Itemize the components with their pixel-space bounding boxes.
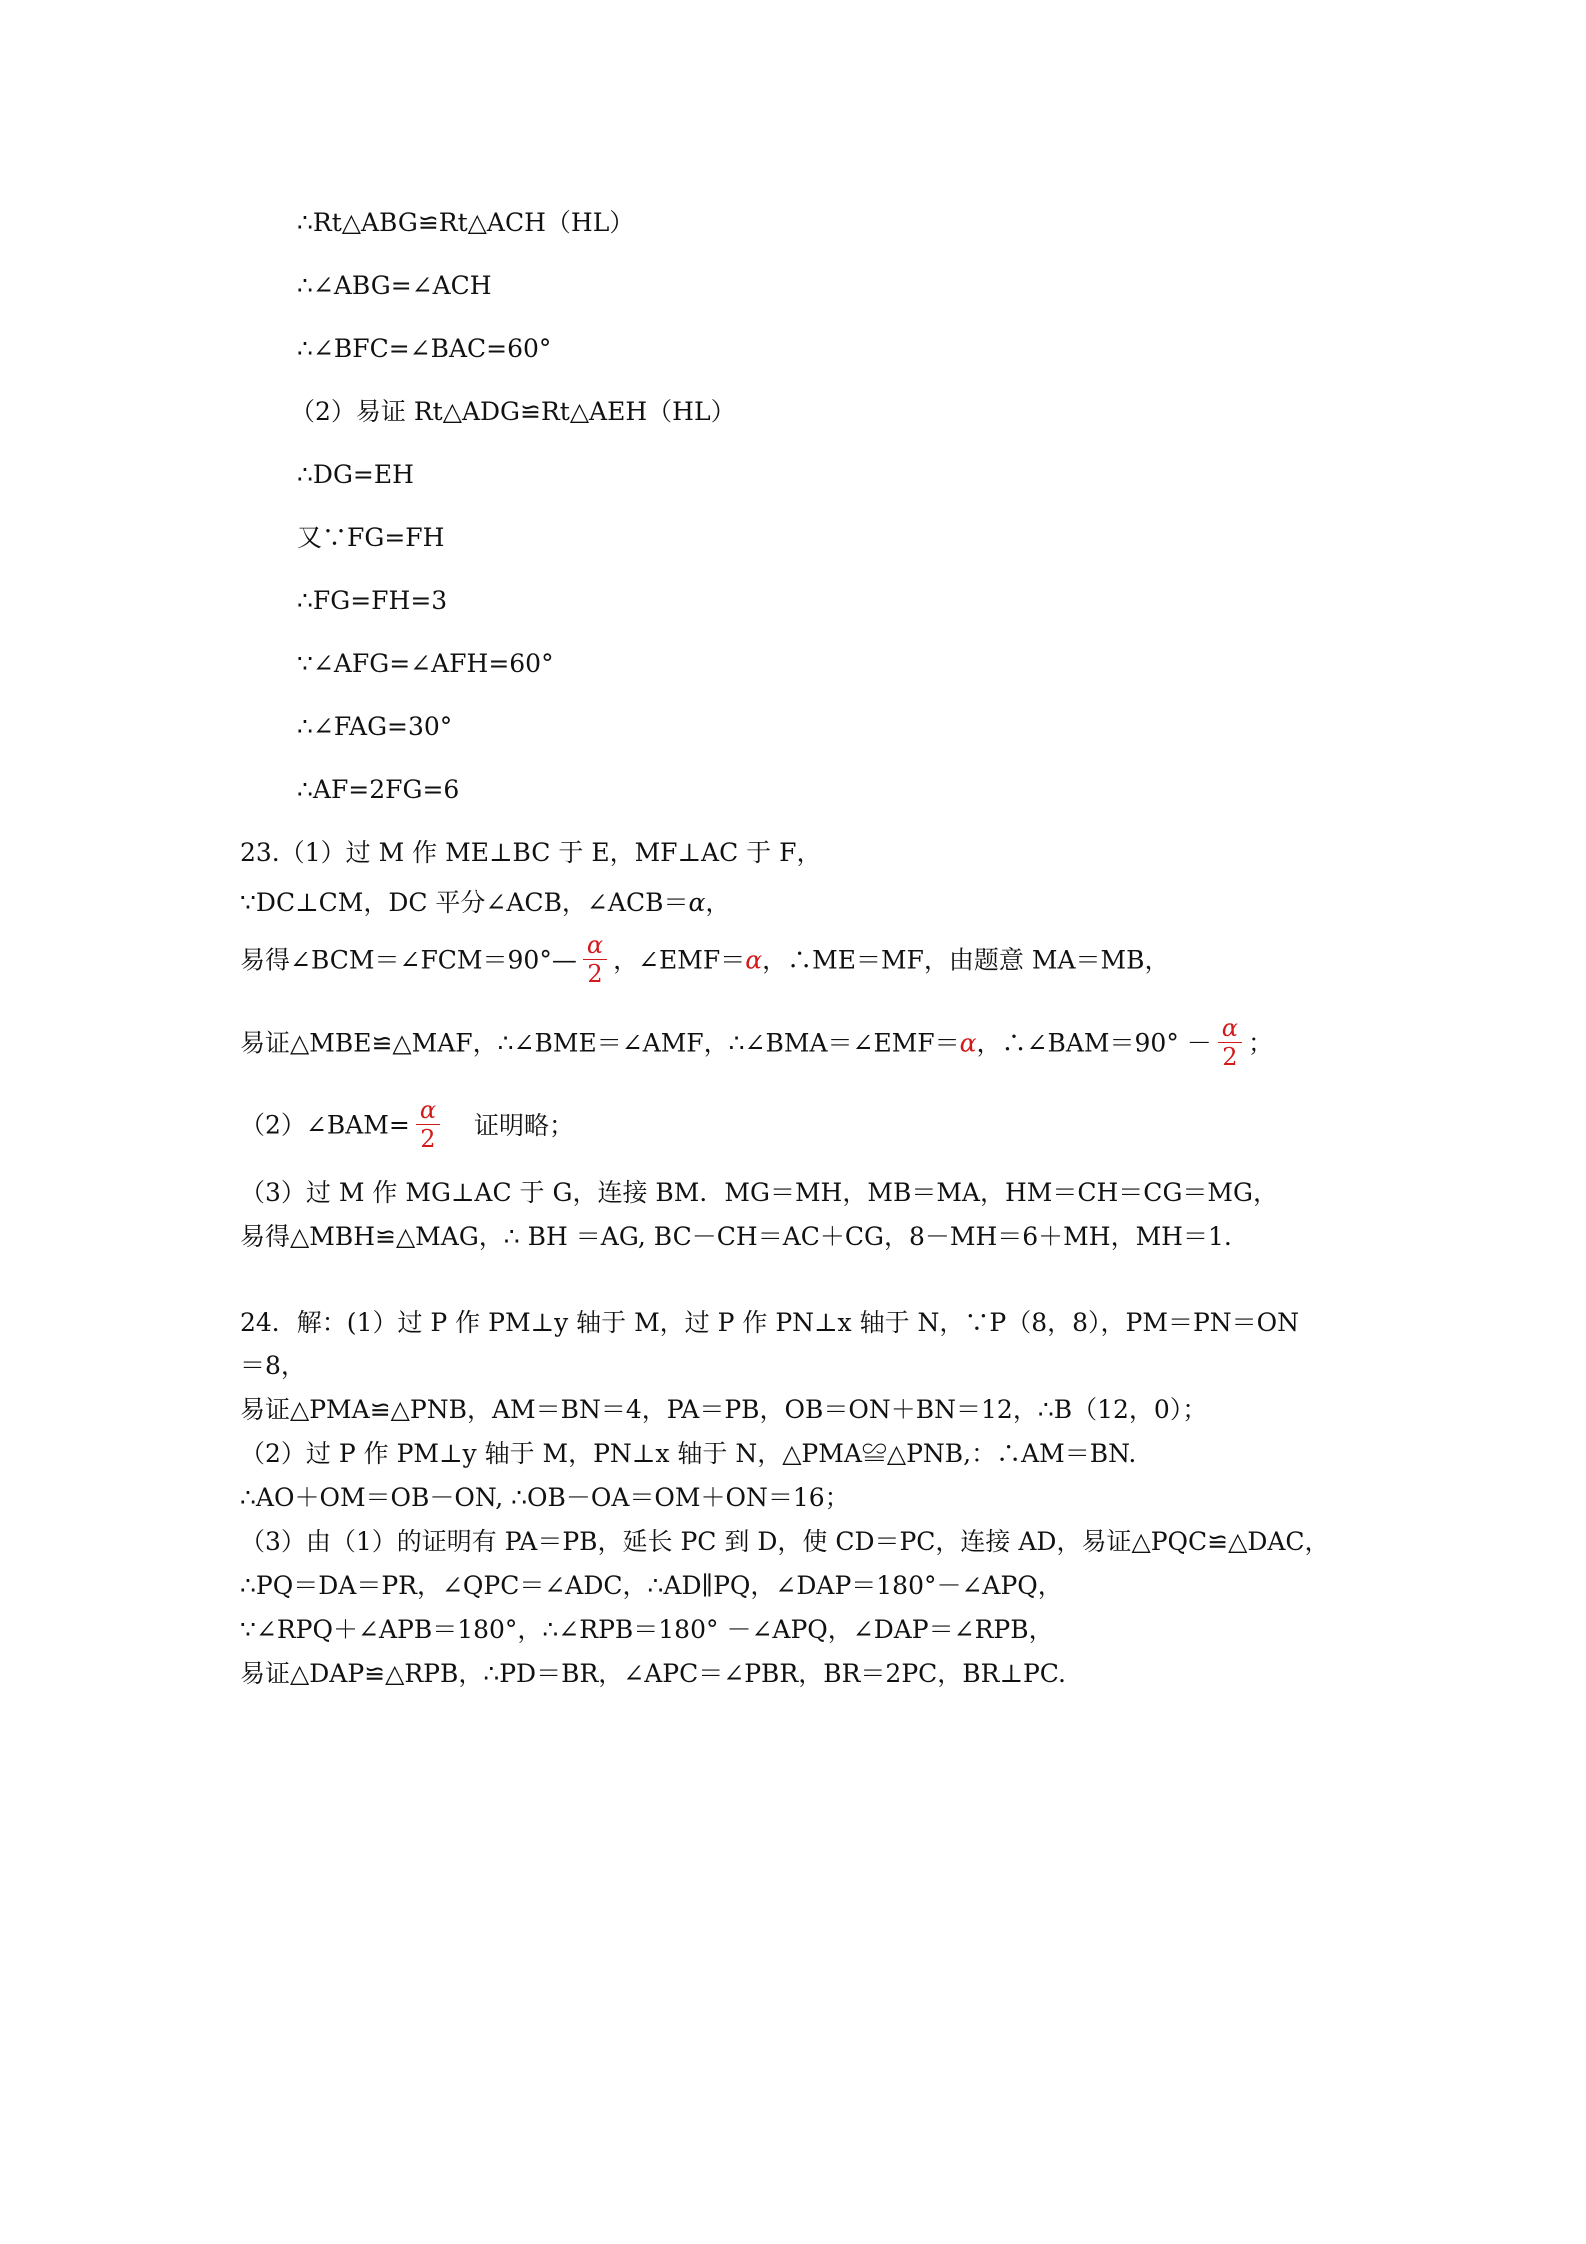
proof-line: （2）易证 Rt△ADG≌Rt△AEH（HL） bbox=[290, 397, 736, 426]
text-segment: ，∴ME＝MF，由题意 MA＝MB， bbox=[762, 945, 1170, 975]
text-segment: 易证△MBE≌△MAF，∴∠BME＝∠AMF，∴∠BMA＝∠EMF＝ bbox=[240, 1028, 960, 1058]
fraction-denominator: 2 bbox=[416, 1124, 440, 1152]
alpha-symbol: α bbox=[745, 945, 763, 975]
problem-24-line: 24．解：(1）过 P 作 PM⊥y 轴于 M，过 P 作 PN⊥x 轴于 N，∵P（8，8），PM＝PN＝ON bbox=[240, 1308, 1300, 1337]
proof-line: ∵∠AFG=∠AFH=60° bbox=[297, 649, 554, 678]
problem-23-line bbox=[240, 1096, 575, 1154]
problem-24-line: ＝8， bbox=[240, 1351, 306, 1380]
proof-line: ∴FG=FH=3 bbox=[297, 586, 448, 615]
proof-line: ∴∠BFC=∠BAC=60° bbox=[297, 334, 552, 363]
problem-23-line bbox=[240, 1014, 1274, 1072]
text-segment: ， bbox=[705, 888, 731, 917]
problem-23-line: （3）过 M 作 MG⊥AC 于 G，连接 BM．MG＝MH，MB＝MA，HM＝CH＝CG＝MG， bbox=[240, 1178, 1278, 1207]
text-segment: ，∴∠BAM＝90° － bbox=[976, 1028, 1212, 1058]
fraction-denominator: 2 bbox=[1218, 1042, 1242, 1070]
problem-24-line: 易证△PMA≌△PNB，AM＝BN＝4，PA＝PB，OB＝ON＋BN＝12，∴B（12，0）； bbox=[240, 1395, 1208, 1424]
proof-line: ∴∠FAG=30° bbox=[297, 712, 453, 741]
problem-23-line: 易得△MBH≌△MAG，∴ BH ＝AG, BC－CH＝AC＋CG，8－MH＝6＋MH，MH＝1. bbox=[240, 1222, 1232, 1251]
problem-24-line: ∴AO＋OM＝OB－ON, ∴OB－OA＝OM＋ON＝16； bbox=[240, 1483, 850, 1512]
text-segment: （2）∠BAM= bbox=[240, 1110, 410, 1140]
problem-24-line: ∴PQ＝DA＝PR，∠QPC＝∠ADC，∴AD∥PQ，∠DAP＝180°－∠APQ， bbox=[240, 1571, 1063, 1600]
fraction-numerator: α bbox=[1221, 1014, 1238, 1042]
alpha-over-2-fraction bbox=[1218, 1016, 1242, 1070]
proof-line: ∴AF=2FG=6 bbox=[297, 775, 460, 804]
problem-23-line bbox=[240, 931, 1170, 989]
text-segment: 易得∠BCM＝∠FCM＝90°— bbox=[240, 945, 577, 975]
problem-23-line: 23.（1）过 M 作 ME⊥BC 于 E，MF⊥AC 于 F， bbox=[240, 838, 822, 867]
problem-24-line: ∵∠RPQ＋∠APB＝180°，∴∠RPB＝180° －∠APQ，∠DAP＝∠RPB， bbox=[240, 1615, 1054, 1644]
problem-24-line: （3）由（1）的证明有 PA＝PB，延长 PC 到 D，使 CD＝PC，连接 AD，易证△PQC≌△DAC， bbox=[240, 1527, 1330, 1556]
alpha-over-2-fraction bbox=[416, 1098, 440, 1152]
proof-line: ∴DG=EH bbox=[297, 460, 414, 489]
text-segment: ，∠EMF＝ bbox=[613, 945, 746, 975]
problem-23-line bbox=[240, 890, 730, 915]
fraction-numerator: α bbox=[419, 1096, 437, 1124]
proof-line: 又∵FG=FH bbox=[297, 523, 445, 552]
text-segment: 证明略； bbox=[474, 1110, 575, 1140]
alpha-over-2-fraction bbox=[583, 933, 607, 987]
fraction-denominator: 2 bbox=[583, 959, 607, 987]
proof-line: ∴∠ABG=∠ACH bbox=[297, 271, 492, 300]
text-segment: ； bbox=[1248, 1028, 1274, 1058]
alpha-symbol: α bbox=[688, 888, 706, 917]
text-segment: ∵DC⊥CM，DC 平分∠ACB，∠ACB＝ bbox=[240, 888, 689, 917]
problem-24-line: （2）过 P 作 PM⊥y 轴于 M，PN⊥x 轴于 N，△PMA≌△PNB,：∴AM＝BN. bbox=[240, 1439, 1137, 1468]
problem-24-line: 易证△DAP≌△RPB，∴PD＝BR，∠APC＝∠PBR，BR＝2PC，BR⊥PC. bbox=[240, 1659, 1066, 1688]
alpha-symbol: α bbox=[959, 1028, 977, 1058]
fraction-numerator: α bbox=[586, 931, 604, 959]
proof-line: ∴Rt△ABG≌Rt△ACH（HL） bbox=[297, 208, 635, 237]
